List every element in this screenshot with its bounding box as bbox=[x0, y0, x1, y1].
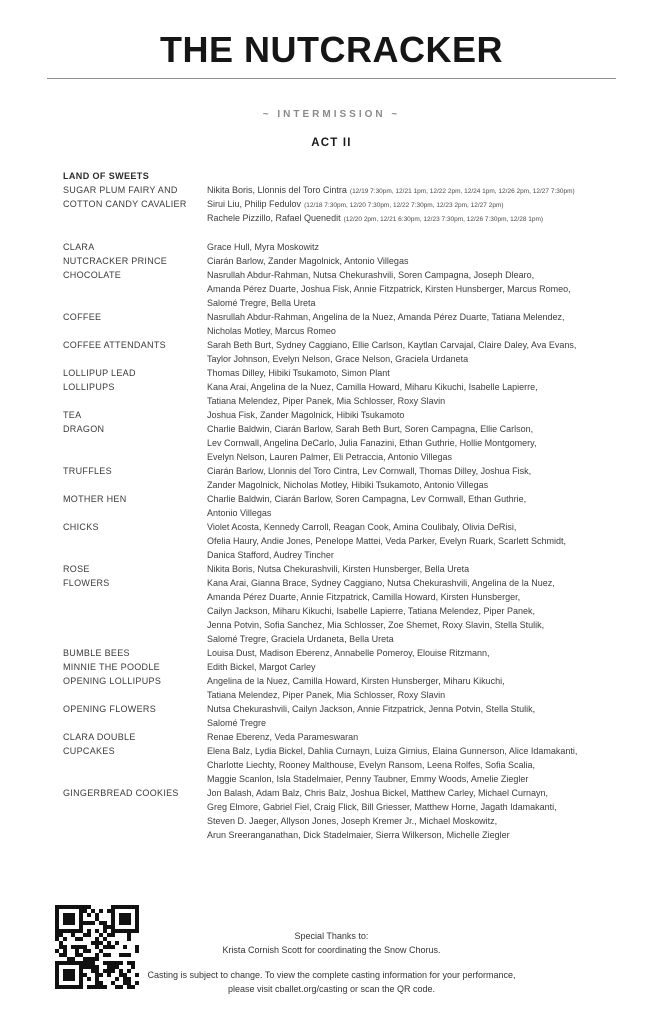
cast-entry bbox=[63, 380, 643, 408]
names-line: Evelyn Nelson, Lauren Palmer, Eli Petraccia, Antonio Villegas bbox=[207, 452, 452, 462]
cast-entry bbox=[63, 576, 643, 646]
role-label: CUPCAKES bbox=[63, 746, 115, 756]
names-cell bbox=[207, 730, 643, 744]
cast-entry bbox=[63, 730, 643, 744]
cast-entry bbox=[63, 520, 643, 562]
names-line: Joshua Fisk, Zander Magolnick, Hibiki Tsukamoto bbox=[207, 410, 405, 420]
names-cell bbox=[207, 660, 643, 674]
names-cell bbox=[207, 366, 643, 380]
names-line: Thomas Dilley, Hibiki Tsukamoto, Simon Plant bbox=[207, 368, 390, 378]
names-line: Antonio Villegas bbox=[207, 508, 272, 518]
role-label: BUMBLE BEES bbox=[63, 648, 130, 658]
names-line: Jenna Potvin, Sofia Sanchez, Mia Schlosser, Zoe Shemet, Roxy Slavin, Stella Stulik, bbox=[207, 620, 545, 630]
cast-names: Sirui Liu, Philip Fedulov bbox=[207, 199, 302, 209]
names-line: Sarah Beth Burt, Sydney Caggiano, Ellie Carlson, Kaytlan Carvajal, Claire Daley, Ava Evans, bbox=[207, 340, 577, 350]
role-label: MOTHER HEN bbox=[63, 494, 127, 504]
names-line: Jon Balash, Adam Balz, Chris Balz, Joshua Bickel, Matthew Carley, Michael Curnayn, bbox=[207, 788, 548, 798]
names-cell bbox=[207, 254, 643, 268]
role-label: CLARA bbox=[63, 242, 95, 252]
title-divider bbox=[47, 78, 616, 79]
cast-entry-lead bbox=[63, 183, 643, 225]
cast-entry bbox=[63, 562, 643, 576]
cast-entry bbox=[63, 422, 643, 464]
names-line: Angelina de la Nuez, Camilla Howard, Kirsten Hunsberger, Miharu Kikuchi, bbox=[207, 676, 505, 686]
names-line: Ciarán Barlow, Llonnis del Toro Cintra, Lev Cornwall, Thomas Dilley, Joshua Fisk, bbox=[207, 466, 532, 476]
names-line: Salomé Tregre, Graciela Urdaneta, Bella Ureta bbox=[207, 634, 394, 644]
role-label: DRAGON bbox=[63, 424, 105, 434]
names-cell bbox=[207, 268, 643, 310]
role-line: SUGAR PLUM FAIRY AND bbox=[63, 185, 178, 195]
names-line: Salomé Tregre, Bella Ureta bbox=[207, 298, 316, 308]
cast-names: Rachele Pizzillo, Rafael Quenedit bbox=[207, 213, 341, 223]
names-line: Charlotte Liechty, Rooney Malthouse, Evelyn Ransom, Leena Rolfes, Sofia Scalia, bbox=[207, 760, 536, 770]
names-line: Nutsa Chekurashvili, Cailyn Jackson, Annie Fitzpatrick, Jenna Potvin, Stella Stulik, bbox=[207, 704, 536, 714]
names-cell bbox=[207, 520, 643, 562]
names-line: Zander Magolnick, Nicholas Motley, Hibiki Tsukamoto, Antonio Villegas bbox=[207, 480, 489, 490]
cast-entry bbox=[63, 646, 643, 660]
special-thanks bbox=[0, 930, 663, 957]
names-line: Arun Sreeranganathan, Dick Stadelmaier, Sierra Wilkerson, Michelle Ziegler bbox=[207, 830, 510, 840]
cast-entry bbox=[63, 338, 643, 366]
special-thanks-heading: Special Thanks to: bbox=[294, 931, 369, 941]
role-label: FLOWERS bbox=[63, 578, 110, 588]
names-cell bbox=[207, 492, 643, 520]
role-label: NUTCRACKER PRINCE bbox=[63, 256, 168, 266]
names-cell bbox=[207, 338, 643, 366]
names-cell bbox=[207, 408, 643, 422]
names-cell bbox=[207, 380, 643, 408]
names-line: Ciarán Barlow, Zander Magolnick, Antonio Villegas bbox=[207, 256, 409, 266]
cast-entry bbox=[63, 786, 643, 842]
show-times: (12/20 2pm, 12/21 6:30pm, 12/23 7:30pm, 12/26 7:30pm, 12/28 1pm) bbox=[343, 216, 544, 223]
section-title: LAND OF SWEETS bbox=[63, 171, 150, 181]
cast-entry bbox=[63, 240, 643, 254]
cast-entry bbox=[63, 408, 643, 422]
names-line bbox=[207, 183, 643, 197]
role-label: MINNIE THE POODLE bbox=[63, 662, 160, 672]
names-line: Renae Eberenz, Veda Parameswaran bbox=[207, 732, 359, 742]
role-label: GINGERBREAD COOKIES bbox=[63, 788, 179, 798]
cast-entry bbox=[63, 744, 643, 786]
role-label: OPENING LOLLIPUPS bbox=[63, 676, 162, 686]
casting-note bbox=[0, 969, 663, 996]
role-line: COTTON CANDY CAVALIER bbox=[63, 199, 187, 209]
names-cell bbox=[207, 310, 643, 338]
names-line: Danica Stafford, Audrey Tincher bbox=[207, 550, 334, 560]
names-line: Tatiana Melendez, Piper Panek, Mia Schlosser, Roxy Slavin bbox=[207, 690, 446, 700]
names-line: Greg Elmore, Gabriel Fiel, Craig Flick, Bill Griesser, Matthew Horne, Jagath Idamakanti, bbox=[207, 802, 557, 812]
cast-entry bbox=[63, 464, 643, 492]
names-cell bbox=[207, 240, 643, 254]
cast-entry bbox=[63, 268, 643, 310]
names-line: Cailyn Jackson, Miharu Kikuchi, Isabelle Lapierre, Tatiana Melendez, Piper Panek, bbox=[207, 606, 536, 616]
names-line: Nasrullah Abdur-Rahman, Nutsa Chekurashvili, Soren Campagna, Joseph Dlearo, bbox=[207, 270, 535, 280]
names-line: Salomé Tregre bbox=[207, 718, 267, 728]
names-cell-lead bbox=[207, 183, 643, 225]
casting-note-line2: please visit cballet.org/casting or scan the QR code. bbox=[227, 983, 436, 994]
names-line: Elena Balz, Lydia Bickel, Dahlia Curnayn, Luiza Girnius, Elaina Gunnerson, Alice Idamakanti, bbox=[207, 746, 578, 756]
names-line bbox=[207, 197, 643, 211]
names-line: Tatiana Melendez, Piper Panek, Mia Schlosser, Roxy Slavin bbox=[207, 396, 446, 406]
special-thanks-text: Krista Cornish Scott for coordinating the Snow Chorus. bbox=[222, 944, 441, 955]
names-line: Violet Acosta, Kennedy Carroll, Reagan Cook, Amina Coulibaly, Olivia DeRisi, bbox=[207, 522, 517, 532]
names-line: Maggie Scanlon, Isla Stadelmaier, Penny Taubner, Emmy Woods, Amelie Ziegler bbox=[207, 774, 529, 784]
cast-entries bbox=[63, 240, 643, 842]
show-times: (12/19 7:30pm, 12/21 1pm, 12/22 2pm, 12/24 1pm, 12/26 2pm, 12/27 7:30pm) bbox=[349, 188, 575, 195]
cast-entry bbox=[63, 492, 643, 520]
names-cell bbox=[207, 562, 643, 576]
cast-names: Nikita Boris, Llonnis del Toro Cintra bbox=[207, 185, 347, 195]
names-line: Lev Cornwall, Angelina DeCarlo, Julia Fanazini, Ethan Guthrie, Hollie Montgomery, bbox=[207, 438, 537, 448]
section-spacer bbox=[63, 225, 643, 240]
names-line: Amanda Pérez Duarte, Joshua Fisk, Annie Fitzpatrick, Kirsten Hunsberger, Marcus Romeo, bbox=[207, 284, 571, 294]
cast-entry bbox=[63, 254, 643, 268]
role-label: COFFEE ATTENDANTS bbox=[63, 340, 166, 350]
role-label: LOLLIPUP LEAD bbox=[63, 368, 136, 378]
names-line: Kana Arai, Gianna Brace, Sydney Caggiano, Nutsa Chekurashvili, Angelina de la Nuez, bbox=[207, 578, 555, 588]
names-cell bbox=[207, 464, 643, 492]
names-line: Kana Arai, Angelina de la Nuez, Camilla Howard, Miharu Kikuchi, Isabelle Lapierre, bbox=[207, 382, 538, 392]
intermission-label: ~ INTERMISSION ~ bbox=[262, 109, 401, 120]
names-line: Louisa Dust, Madison Eberenz, Annabelle Pomeroy, Elouise Ritzmann, bbox=[207, 648, 490, 658]
role-label: CHICKS bbox=[63, 522, 99, 532]
casting-note-line1: Casting is subject to change. To view the complete casting information for your performance, bbox=[147, 970, 516, 980]
act-heading: ACT II bbox=[311, 137, 352, 149]
role-label: ROSE bbox=[63, 564, 90, 574]
names-line: Nikita Boris, Nutsa Chekurashvili, Kirsten Hunsberger, Bella Ureta bbox=[207, 564, 470, 574]
names-cell bbox=[207, 702, 643, 730]
names-cell bbox=[207, 576, 643, 646]
names-line: Nasrullah Abdur-Rahman, Angelina de la Nuez, Amanda Pérez Duarte, Tatiana Melendez, bbox=[207, 312, 565, 322]
names-cell bbox=[207, 786, 643, 842]
cast-entry bbox=[63, 310, 643, 338]
cast-entry bbox=[63, 366, 643, 380]
role-label: LOLLIPUPS bbox=[63, 382, 115, 392]
cast-list bbox=[63, 169, 643, 842]
page-title: THE NUTCRACKER bbox=[160, 29, 503, 70]
names-line: Ofelia Haury, Andie Jones, Penelope Mattei, Veda Parker, Evelyn Ruark, Scarlett Schmidt, bbox=[207, 536, 567, 546]
role-label-lead bbox=[63, 183, 207, 211]
names-line: Steven D. Jaeger, Allyson Jones, Joseph Kremer Jr., Michael Moskowitz, bbox=[207, 816, 498, 826]
cast-entry bbox=[63, 674, 643, 702]
role-label: CLARA DOUBLE bbox=[63, 732, 136, 742]
role-label: TRUFFLES bbox=[63, 466, 112, 476]
names-cell bbox=[207, 422, 643, 464]
names-cell bbox=[207, 674, 643, 702]
names-line: Nicholas Motley, Marcus Romeo bbox=[207, 326, 336, 336]
role-label: CHOCOLATE bbox=[63, 270, 122, 280]
role-label: OPENING FLOWERS bbox=[63, 704, 157, 714]
names-line: Charlie Baldwin, Ciarán Barlow, Sarah Beth Burt, Soren Campagna, Ellie Carlson, bbox=[207, 424, 534, 434]
names-line: Edith Bickel, Margot Carley bbox=[207, 662, 316, 672]
cast-entry bbox=[63, 660, 643, 674]
show-times: (12/18 7:30pm, 12/20 7:30pm, 12/22 7:30pm, 12/23 2pm, 12/27 2pm) bbox=[304, 202, 504, 209]
names-line: Amanda Pérez Duarte, Annie Fitzpatrick, Camilla Howard, Kirsten Hunsberger, bbox=[207, 592, 521, 602]
names-line: Grace Hull, Myra Moskowitz bbox=[207, 242, 320, 252]
names-cell bbox=[207, 646, 643, 660]
names-cell bbox=[207, 744, 643, 786]
names-line bbox=[207, 211, 643, 225]
names-line: Taylor Johnson, Evelyn Nelson, Grace Nelson, Graciela Urdaneta bbox=[207, 354, 469, 364]
role-label: COFFEE bbox=[63, 312, 102, 322]
role-label: TEA bbox=[63, 410, 82, 420]
cast-entry bbox=[63, 702, 643, 730]
names-line: Charlie Baldwin, Ciarán Barlow, Soren Campagna, Lev Cornwall, Ethan Guthrie, bbox=[207, 494, 527, 504]
